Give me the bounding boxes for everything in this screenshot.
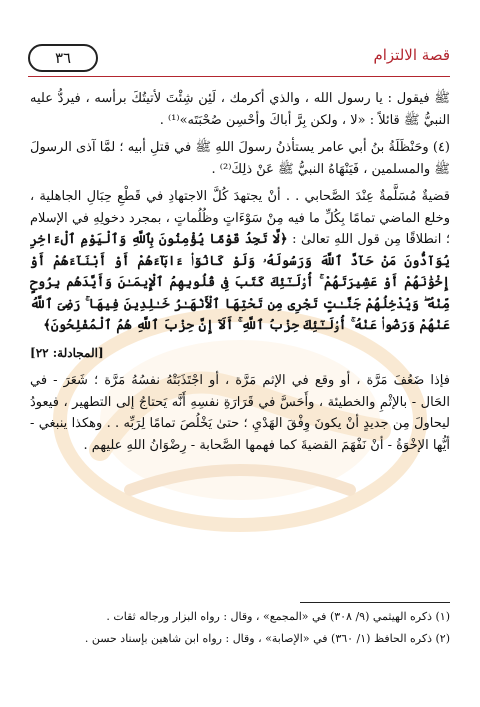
chapter-title: قصة الالتزام — [373, 46, 450, 64]
quran-verse: ﴿لَّا تَجِدُ قَوْمًا يُؤْمِنُونَ بِٱللَّهِ وَٱلْيَوْمِ ٱلْءَاخِرِ يُوَآدُّونَ مَنْ حَآدَّ ٱللَّهَ وَرَسُولَهُۥ وَلَوْ كَانُوٓا۟ ءَابَآءَهُمْ أَوْ أَبْنَآءَهُمْ أَوْ إِخْوَٰنَهُمْ أَوْ عَشِيرَتَهُمْ ۚ أُو۟لَـٰٓئِكَ كَتَبَ فِى قُلُوبِهِمُ ٱلْإِيمَـٰنَ وَأَيَّدَهُم بِرُوحٍ مِّنْهُ ۖ وَيُدْخِلُهُمْ جَنَّـٰتٍ تَجْرِى مِن تَحْتِهَا ٱلْأَنْهَـٰرُ خَـٰلِدِينَ فِيهَا ۚ رَضِىَ ٱللَّهُ عَنْهُمْ وَرَضُوا۟ عَنْهُ ۚ أُو۟لَـٰٓئِكَ حِزْبُ ٱللَّهِ ۚ أَلَآ إِنَّ حِزْبَ ٱللَّهِ هُمُ ٱلْمُفْلِحُونَ﴾ — [30, 232, 450, 333]
footnote: (٢) ذكره الحافظ (١/ ٣٦٠) في «الإصابة» ، وقال : رواه ابن شاهين بإسناد حسن . — [84, 632, 450, 645]
page-body — [30, 88, 450, 462]
page-header — [28, 44, 450, 72]
paragraph — [30, 186, 450, 337]
verse-reference: [المجادلة: ٢٢] — [30, 345, 104, 360]
footnote-divider — [300, 602, 450, 603]
footnotes — [30, 606, 450, 650]
paragraph: فإذا ضَعُفَ مَرَّة ، أو وقع في الإثم مَرَّة ، أو اجْتَذَبَتْهُ نفسُهُ مَرَّة ؛ شَعَرَ - في الحَال - بالإثْمِ والخطيئة ، وأَحَسَّ في قَرَارَةِ نفسِهِ أَنَّه يَحتاجُ إلى التطهير ، فيعودُ ليحاولَ مِن جديدٍ أنْ يكونَ وِفْقَ الهَدْيِ ؛ حتىٰ يَخْلُصَ تمامًا لِرَبِّه . . وهكذا ينبغي - أيُّها الإخْوَةُ - أنْ نَفْهَمَ القضيةَ كما فهمها الصَّحابة - رِضْوَانُ اللهِ عليهم . — [30, 373, 450, 453]
page-number-badge: ٣٦ — [28, 44, 98, 72]
header-divider — [28, 76, 450, 77]
paragraph-text: قضيةٌ مُسَلَّمةٌ عِنْدَ الصَّحابي . . أنْ يجتهدَ كُلَّ الاجتهادِ في قَطْعِ حِبَالِ الجاهلية ، وخلع الماضي تمامًا بِكُلِّ ما فيه مِنْ سَوْءَاتٍ وظُلُماتٍ ، بمجرد دخولِهِ في الإسلام ؛ انطلاقًا مِن قول اللهِ تعالىٰ : — [30, 189, 450, 247]
footnote: (١) ذكره الهيثمي (٩/ ٣٠٨) في «المجمع» ، وقال : رواه البزار ورجاله ثقات . — [106, 610, 450, 623]
paragraph: (٤) وحَنْظَلَةُ بنُ أبي عامر يستأذنُ رسولَ اللهِ ﷺ في قتلِ أبيه ؛ لمَّا آذى الرسولَ ﷺ والمسلمين ، فَيَنْهَاهُ النبيُّ ﷺ عَنْ ذلِكَ⁽²⁾ . — [30, 140, 450, 177]
paragraph: ﷺ فيقول : يا رسول الله ، والذي أكرمك ، لَئِن شِئْتَ لأتيتُكَ برأسه ، فيردُّ عليه النبيُّ ﷺ قائلاً : «لا ، ولكن بِرَّ أباكَ وأحْسِن صُحْبَتَه»⁽¹⁾ . — [30, 91, 450, 128]
